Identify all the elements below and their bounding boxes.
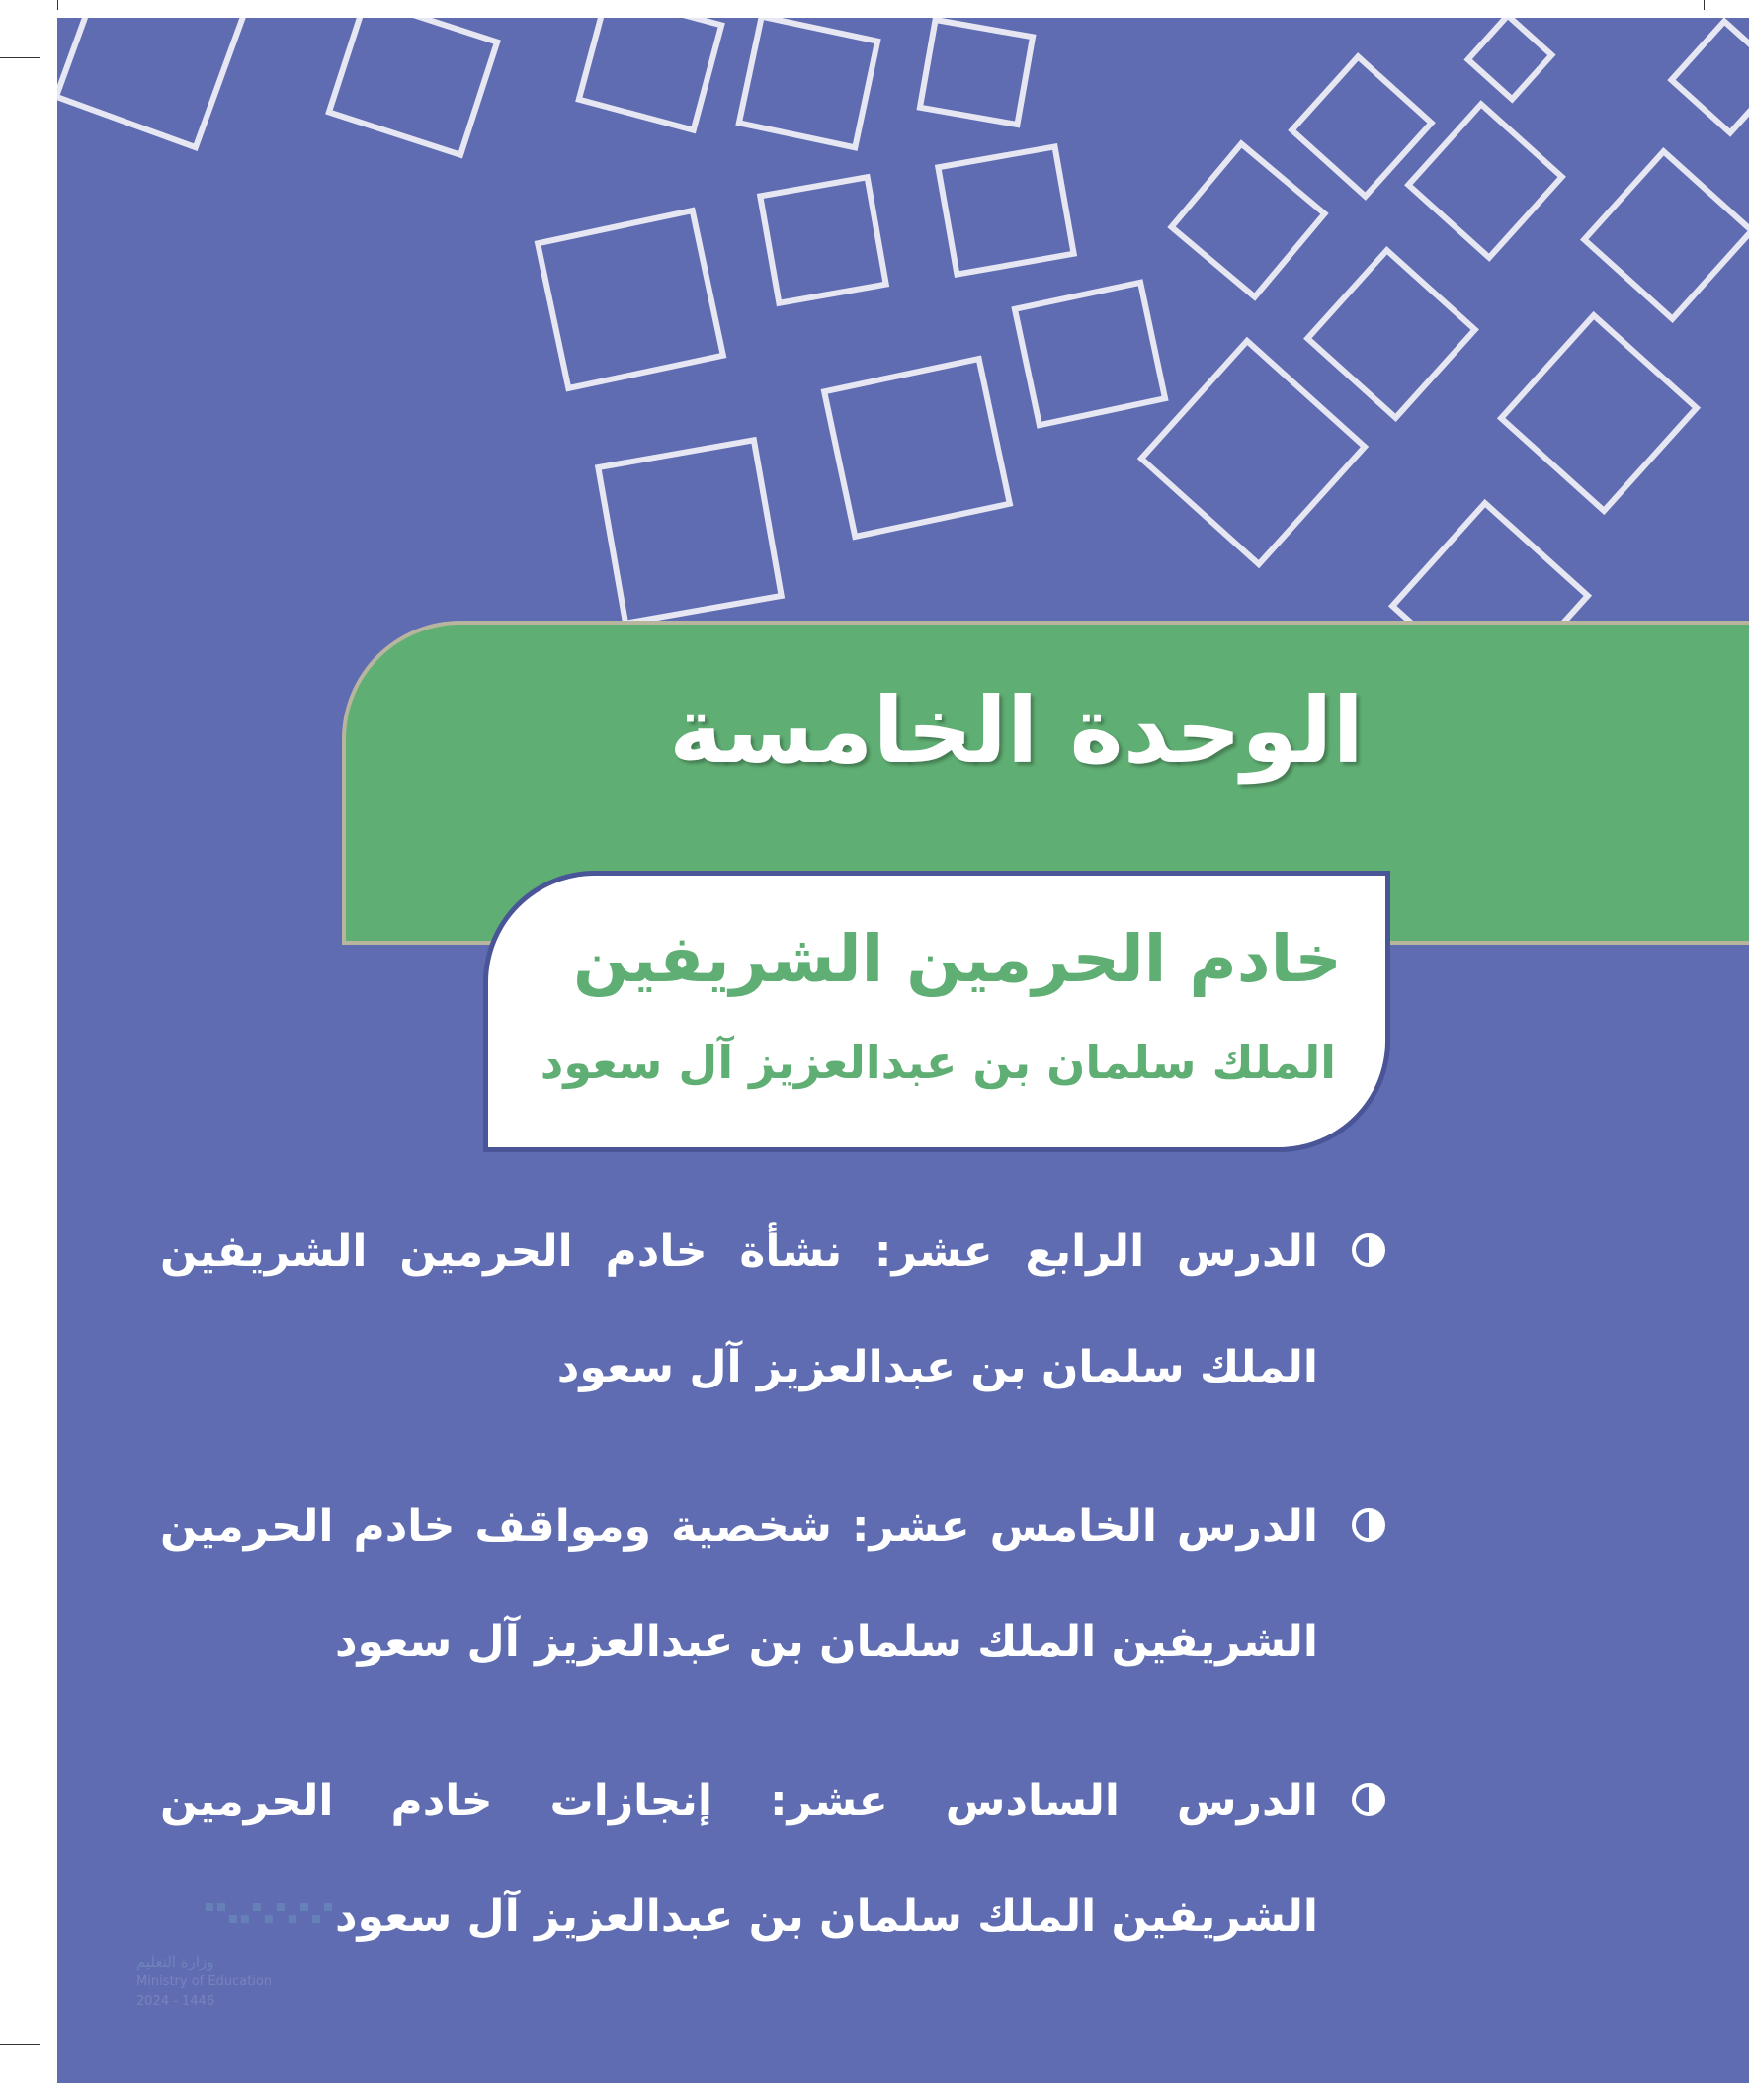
- lessons-list: [160, 1194, 1385, 2018]
- half-circle-bullet-icon: [1352, 1783, 1385, 1816]
- decorative-squares-pattern: [57, 18, 1749, 630]
- logo-dot: [253, 1903, 261, 1911]
- pattern-square: [1468, 18, 1552, 99]
- pattern-square: [329, 18, 497, 155]
- logo-dot: [324, 1903, 332, 1911]
- pattern-square: [1584, 151, 1749, 318]
- crop-mark: [0, 57, 40, 58]
- logo-dot: [300, 1903, 308, 1911]
- pattern-square: [739, 18, 877, 147]
- pattern-square: [938, 146, 1073, 274]
- pattern-square: [598, 440, 781, 623]
- lesson-item[interactable]: [160, 1469, 1385, 1700]
- unit-cover-page: [57, 18, 1749, 2083]
- lesson-title: الدرس الخامس عشر: شخصية ومواقف خادم الحرمين الشريفين الملك سلمان بن عبدالعزيز آل سعود: [160, 1501, 1318, 1667]
- unit-subject-title: خادم الحرمين الشريفين: [572, 921, 1342, 997]
- lesson-title: الدرس الرابع عشر: نشأة خادم الحرمين الشريفين الملك سلمان بن عبدالعزيز آل سعود: [160, 1226, 1318, 1392]
- logo-dot: [277, 1903, 285, 1911]
- crop-mark: [1704, 0, 1705, 10]
- crop-mark: [0, 2044, 40, 2045]
- pattern-square: [57, 18, 246, 147]
- unit-title: الوحدة الخامسة: [669, 678, 1364, 784]
- pattern-square: [1307, 250, 1474, 417]
- logo-dot: [206, 1903, 213, 1911]
- lesson-item[interactable]: [160, 1194, 1385, 1425]
- lesson-title: الدرس السادس عشر: إنجازات خادم الحرمين الشريفين الملك سلمان بن عبدالعزيز آل سعود: [160, 1776, 1318, 1942]
- logo-dot: [241, 1915, 249, 1923]
- half-circle-bullet-icon: [1352, 1508, 1385, 1542]
- pattern-square: [760, 177, 885, 302]
- logo-dot: [289, 1915, 296, 1923]
- pattern-square: [1392, 503, 1588, 630]
- pattern-square: [1501, 315, 1697, 511]
- logo-dot: [312, 1915, 320, 1923]
- logo-dot: [229, 1915, 237, 1923]
- pattern-square: [579, 18, 721, 130]
- logo-dot: [265, 1915, 273, 1923]
- unit-subject-name: الملك سلمان بن عبدالعزيز آل سعود: [540, 1036, 1336, 1089]
- ministry-name-ar: وزارة التعليم: [136, 1953, 214, 1971]
- crop-mark: [57, 0, 58, 10]
- half-circle-bullet-icon: [1352, 1233, 1385, 1267]
- unit-subject-card: [488, 876, 1385, 1147]
- pattern-square: [1672, 22, 1749, 133]
- pattern-square: [824, 359, 1010, 537]
- pattern-square: [1172, 144, 1325, 297]
- pattern-square: [538, 210, 723, 388]
- logo-dot: [217, 1903, 225, 1911]
- pattern-square: [1141, 341, 1365, 564]
- pattern-square: [1015, 283, 1165, 425]
- edition-year: 2024 - 1446: [136, 1994, 215, 2009]
- ministry-watermark: [97, 1895, 354, 2054]
- pattern-square: [920, 20, 1033, 125]
- pattern-square: [1291, 56, 1431, 196]
- ministry-name-en: Ministry of Education: [136, 1974, 273, 1989]
- ministry-logo-icon: [206, 1895, 354, 1945]
